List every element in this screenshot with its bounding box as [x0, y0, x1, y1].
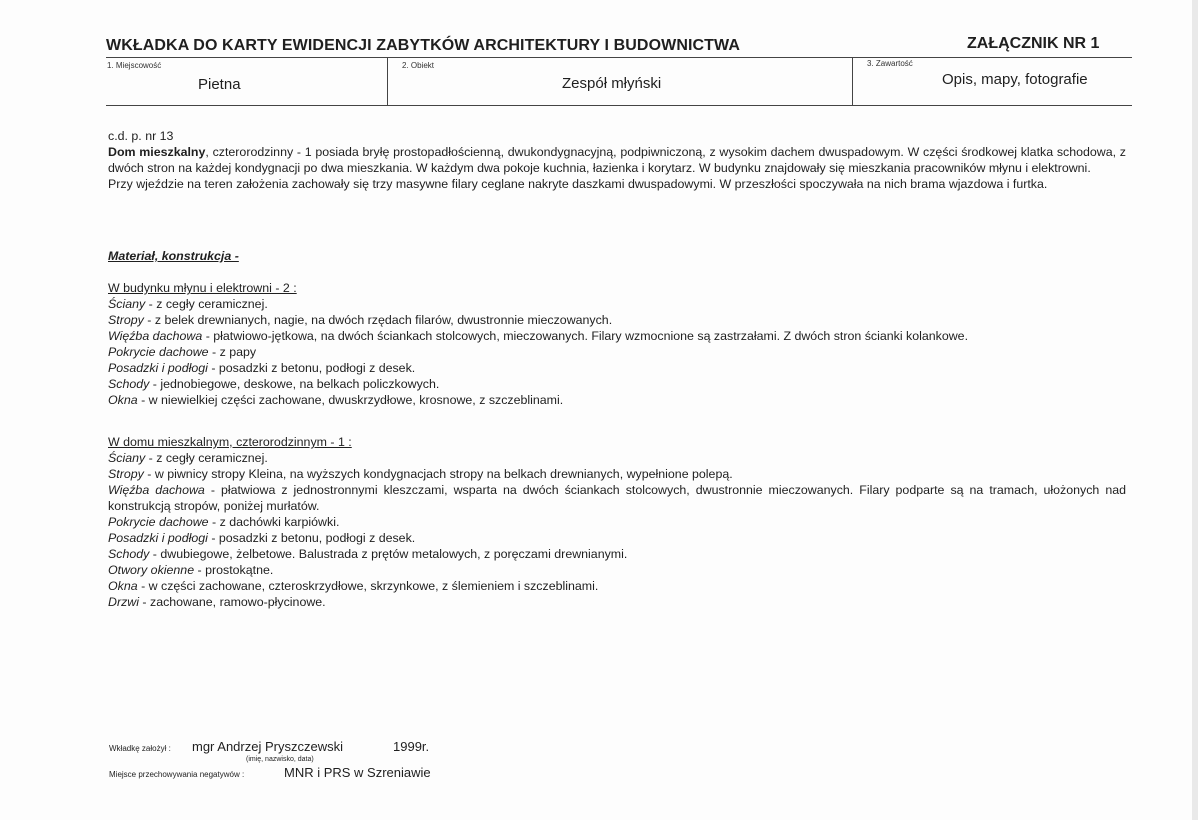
document-title: WKŁADKA DO KARTY EWIDENCJI ZABYTKÓW ARCHITEKTURY I BUDOWNICTWA	[106, 37, 741, 54]
list-item: Więźba dachowa - płatwiowa z jednostronnymi kleszczami, wsparta na dwóch ściankach stolcowych, dwustronnie mieczowanych. Filary podparte są na tramach, ułożonych nad konstrukcją stropów, poniżej murłatów.	[108, 483, 1126, 513]
list-item: Ściany - z cegły ceramicznej.	[108, 451, 268, 465]
list-item: Pokrycie dachowe - z papy	[108, 345, 257, 359]
list-item: Otwory okienne - prostokątne.	[108, 563, 274, 577]
house-list	[108, 450, 1126, 610]
author-label: Wkładkę założył :	[109, 744, 171, 753]
list-item: Więźba dachowa - płatwiowo-jętkowa, na dwóch ściankach stolcowych, mieczowanych. Filary wzmocnione są zastrzałami. Z dwóch stron ścianki kolankowe.	[108, 329, 969, 343]
material-heading: Materiał, konstrukcja -	[108, 249, 239, 263]
field-label-locality: 1. Miejscowość	[107, 61, 162, 70]
scan-edge	[1192, 0, 1198, 820]
list-item: Posadzki i podłogi - posadzki z betonu, podłogi z desek.	[108, 531, 416, 545]
header-bottom-rule	[106, 105, 1132, 106]
house-heading: W domu mieszkalnym, czterorodzinnym - 1 :	[108, 435, 352, 449]
field-label-object: 2. Obiekt	[402, 61, 435, 70]
field-value-locality: Pietna	[198, 76, 241, 93]
list-item: Okna - w niewielkiej części zachowane, dwuskrzydłowe, krosnowe, z szczeblinami.	[108, 393, 564, 407]
house-description-text: , czterorodzinny - 1 posiada bryłę prostopadłościenną, dwukondygnacyjną, podpiwniczoną, z wysokim dachem dwuspadowym. W części środkowej klatka schodowa, z dwóch stron na każdej kondygnacji po dwa mieszkania. W każdym dwa pokoje kuchnia, łazienka i korytarz. W budynku znajdowały się mieszkania pracowników młynu i elektrowni.	[108, 145, 1126, 175]
list-item: Posadzki i podłogi - posadzki z betonu, podłogi z desek.	[108, 361, 416, 375]
mill-heading: W budynku młynu i elektrowni - 2 :	[108, 281, 297, 295]
list-item: Schody - jednobiegowe, deskowe, na belkach policzkowych.	[108, 377, 440, 391]
author-note: (imię, nazwisko, data)	[246, 756, 314, 763]
list-item: Stropy - z belek drewnianych, nagie, na dwóch rzędach filarów, dwustronnie mieczowanych.	[108, 313, 613, 327]
field-divider-2	[852, 57, 853, 105]
list-item: Ściany - z cegły ceramicznej.	[108, 297, 268, 311]
intro-section	[108, 128, 1126, 192]
storage-value: MNR i PRS w Szreniawie	[284, 765, 431, 780]
list-item: Drzwi - zachowane, ramowo-płycinowe.	[108, 595, 326, 609]
list-item: Schody - dwubiegowe, żelbetowe. Balustrada z prętów metalowych, z poręczami drewnianymi.	[108, 547, 628, 561]
field-value-object: Zespół młyński	[562, 75, 662, 92]
field-value-contents: Opis, mapy, fotografie	[942, 71, 1088, 88]
continuation-note: c.d. p. nr 13	[108, 129, 174, 143]
entrance-description: Przy wjeździe na teren założenia zachowały się trzy masywne filary ceglane nakryte daszkami dwuspadowymi. W przeszłości spoczywała na nich brama wjazdowa i furtka.	[108, 177, 1048, 191]
list-item: Pokrycie dachowe - z dachówki karpiówki.	[108, 515, 340, 529]
field-divider-1	[387, 57, 388, 105]
author-value: mgr Andrzej Pryszczewski	[192, 739, 343, 754]
house-description	[108, 144, 1126, 176]
field-label-contents: 3. Zawartość	[867, 59, 913, 68]
list-item: Stropy - w piwnicy stropy Kleina, na wyższych kondygnacjach stropy na belkach drewnianych, wypełnione polepą.	[108, 467, 733, 481]
author-year: 1999r.	[393, 739, 430, 754]
header-top-rule	[106, 57, 1132, 58]
house-term: Dom mieszkalny	[108, 145, 206, 159]
list-item: Okna - w części zachowane, czteroskrzydłowe, skrzynkowe, z ślemieniem i szczeblinami.	[108, 579, 599, 593]
mill-list	[108, 296, 1126, 408]
storage-label: Miejsce przechowywania negatywów :	[109, 770, 245, 779]
annex-label: ZAŁĄCZNIK NR 1	[967, 35, 1100, 52]
